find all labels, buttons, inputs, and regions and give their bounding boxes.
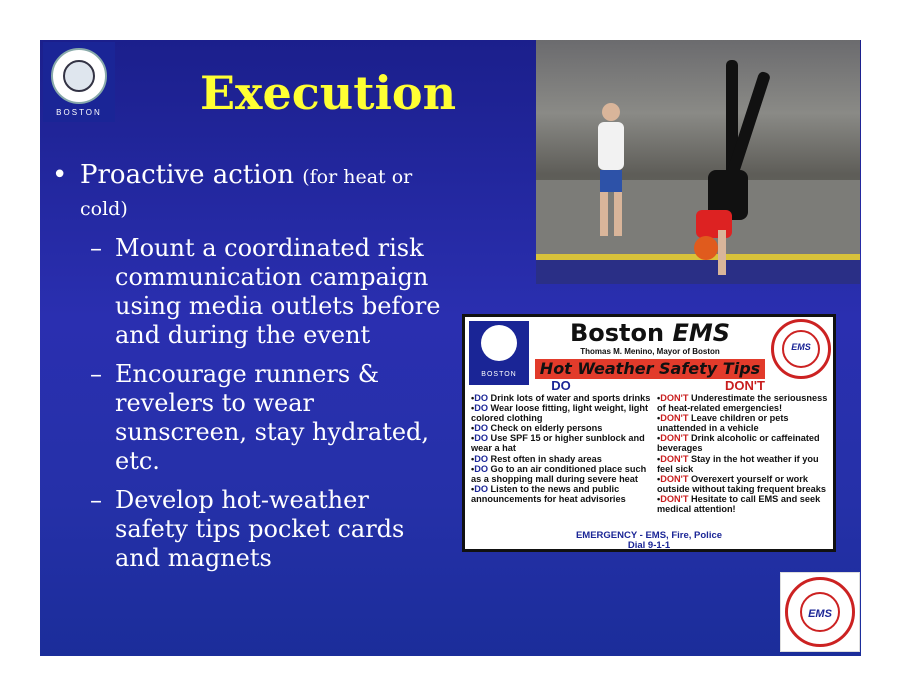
do-item: •DO Wear loose fitting, light weight, light colored clothing (471, 403, 649, 424)
sub-bullet-text: Encourage runners & revelers to wear sunscreen, stay hydrated, etc. (115, 360, 430, 475)
badge-text: EMS (808, 608, 832, 620)
boston-public-health-logo (43, 42, 115, 122)
card-banner: Hot Weather Safety Tips (535, 359, 765, 379)
card-logo-text: BOSTON (481, 371, 517, 378)
ems-star-of-life-icon (785, 577, 855, 647)
sub-bullet: – Develop hot-weather safety tips pocket cards and magnets (90, 486, 405, 572)
card-title-right: EMS (672, 319, 731, 347)
dont-item: •DON'T Drink alcoholic or caffeinated beverages (657, 433, 820, 454)
sub-bullet: – Encourage runners & revelers to wear sunscreen, stay hydrated, etc. (90, 360, 430, 475)
do-item: •DO Use SPF 15 or higher sunblock and wear a hat (471, 433, 645, 454)
cartwheel-figure (666, 60, 786, 280)
card-footer (465, 531, 833, 551)
ems-badge (780, 572, 860, 652)
footer-line-1: EMERGENCY - EMS, Fire, Police (575, 530, 723, 541)
dont-item: •DON'T Leave children or pets unattended in a vehicle (657, 413, 789, 434)
bullet-list (52, 160, 447, 573)
dont-column (657, 379, 833, 514)
card-subtitle: Thomas M. Menino, Mayor of Boston (580, 347, 720, 356)
do-item: •DO Drink lots of water and sports drinks (471, 393, 651, 403)
dont-item: •DON'T Overexert yourself or work outside without taking frequent breaks (657, 473, 826, 494)
slide-title: Execution (200, 66, 457, 120)
sub-bullet-text: Develop hot-weather safety tips pocket cards and magnets (115, 486, 405, 572)
city-seal-icon (51, 48, 107, 104)
bullet-main: • Proactive action (for heat or cold) (52, 160, 413, 220)
card-title-left: Boston (569, 319, 665, 347)
card-logo (469, 321, 529, 385)
do-column (471, 379, 651, 504)
safety-tips-card (462, 314, 836, 552)
sub-bullet: – Mount a coordinated risk communication campaign using media outlets before and during the event (90, 234, 441, 349)
runner-figure (584, 100, 638, 250)
ems-star-of-life-icon (771, 319, 831, 379)
dont-header: DON'T (725, 378, 765, 393)
bullet-qualifier: (for heat or cold) (80, 166, 413, 220)
do-item: •DO Rest often in shady areas (471, 453, 602, 464)
emblem-text: EMS (791, 342, 811, 352)
logo-text: BOSTON (56, 108, 102, 117)
footer-line-2: Dial 9-1-1 (627, 540, 671, 551)
do-item: •DO Check on elderly persons (471, 423, 603, 434)
do-item: •DO Listen to the news and public announcements for heat advisories (471, 483, 626, 504)
dont-item: •DON'T Hesitate to call EMS and seek medical attention! (657, 493, 821, 515)
marathon-photo (536, 40, 860, 284)
do-header: DO (551, 378, 571, 393)
dont-item: •DON'T Underestimate the seriousness of heat-related emergencies! (657, 393, 828, 414)
bullet-main-text: Proactive action (80, 160, 294, 190)
dont-item: •DON'T Stay in the hot weather if you feel sick (657, 453, 819, 474)
city-seal-icon (481, 325, 517, 361)
do-item: •DO Go to an air conditioned place such as a shopping mall during severe heat (471, 463, 647, 484)
card-title (535, 319, 765, 347)
sub-bullet-text: Mount a coordinated risk communication campaign using media outlets before and during the event (115, 234, 441, 349)
